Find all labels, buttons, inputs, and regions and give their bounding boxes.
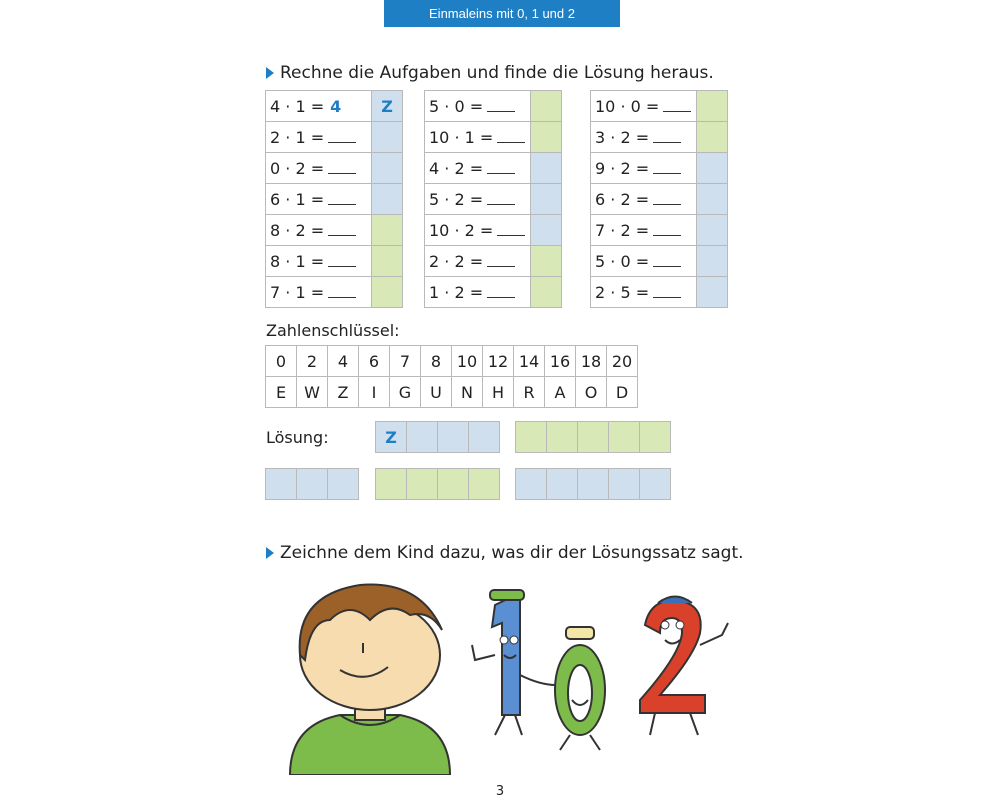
equation-row [425, 153, 562, 184]
equation-row [425, 91, 562, 122]
answer-blank[interactable] [497, 221, 525, 236]
answer-blank[interactable] [487, 97, 515, 112]
solution-cell[interactable] [546, 468, 578, 500]
answer-blank[interactable] [487, 252, 515, 267]
operand-b: 0 [620, 251, 631, 271]
key-letter: D [607, 377, 638, 408]
equation-row [591, 215, 728, 246]
solution-cell[interactable] [406, 421, 438, 453]
equation-cell: 10 · 2 = [425, 215, 531, 246]
answer-blank[interactable] [653, 128, 681, 143]
equation-row [266, 184, 403, 215]
solution-word-5 [516, 468, 671, 500]
operand-a: 1 [429, 282, 440, 302]
operand-a: 2 [270, 127, 281, 147]
key-letter: R [514, 377, 545, 408]
number-key-label: Zahlenschlüssel: [266, 321, 400, 340]
equation-row [591, 246, 728, 277]
answer-blank[interactable] [328, 283, 356, 298]
letter-box[interactable] [697, 184, 728, 215]
operand-b: 2 [295, 158, 306, 178]
key-letter: E [266, 377, 297, 408]
solution-cell[interactable] [639, 421, 671, 453]
equation-row [266, 153, 403, 184]
answer-blank[interactable] [487, 159, 515, 174]
key-letter: Z [328, 377, 359, 408]
operand-a: 5 [429, 189, 440, 209]
equation-cell: 4 · 2 = [425, 153, 531, 184]
answer-blank[interactable] [328, 159, 356, 174]
equation-row [591, 122, 728, 153]
answer-value: 4 [330, 96, 342, 116]
letter-box[interactable] [531, 153, 562, 184]
equation-cell: 0 · 2 = [266, 153, 372, 184]
operand-a: 7 [595, 220, 606, 240]
key-letter: I [359, 377, 390, 408]
solution-word-2 [516, 421, 671, 453]
operand-b: 1 [295, 189, 306, 209]
task1-instruction [266, 63, 714, 83]
answer-blank[interactable] [653, 159, 681, 174]
operand-b: 2 [295, 220, 306, 240]
key-letter: H [483, 377, 514, 408]
operand-a: 0 [270, 158, 281, 178]
key-letter: W [297, 377, 328, 408]
equation-cell: 6 · 2 = [591, 184, 697, 215]
equation-row [425, 184, 562, 215]
answer-blank[interactable] [653, 190, 681, 205]
equation-cell: 3 · 2 = [591, 122, 697, 153]
letter-box[interactable] [372, 246, 403, 277]
letter-box[interactable] [372, 184, 403, 215]
key-letter: N [452, 377, 483, 408]
operand-a: 10 [429, 127, 450, 147]
solution-label: Lösung: [266, 428, 329, 447]
operand-b: 0 [454, 96, 465, 116]
equation-cell: 2 · 2 = [425, 246, 531, 277]
equation-cell: 2 · 5 = [591, 277, 697, 308]
solution-cell[interactable] [515, 468, 547, 500]
operand-a: 4 [429, 158, 440, 178]
operand-b: 2 [454, 282, 465, 302]
operand-b: 2 [454, 158, 465, 178]
bullet-arrow-icon [266, 547, 274, 559]
solution-cell[interactable]: Z [375, 421, 407, 453]
equation-cell: 7 · 2 = [591, 215, 697, 246]
letter-box[interactable] [372, 277, 403, 308]
equation-cell: 2 · 1 = [266, 122, 372, 153]
operand-b: 2 [620, 220, 631, 240]
solution-cell[interactable] [406, 468, 438, 500]
key-number: 16 [545, 346, 576, 377]
key-number: 14 [514, 346, 545, 377]
letter-box[interactable]: Z [372, 91, 403, 122]
equation-cell: 10 · 0 = [591, 91, 697, 122]
letter-box[interactable] [531, 91, 562, 122]
equation-row [266, 91, 403, 122]
solution-cell[interactable] [296, 468, 328, 500]
operand-a: 8 [270, 251, 281, 271]
operand-b: 2 [454, 189, 465, 209]
answer-blank[interactable] [487, 283, 515, 298]
equation-row [266, 122, 403, 153]
equation-cell: 8 · 2 = [266, 215, 372, 246]
chapter-header: Einmaleins mit 0, 1 und 2 [384, 0, 620, 27]
operand-b: 2 [454, 251, 465, 271]
equation-row [425, 246, 562, 277]
operand-a: 2 [429, 251, 440, 271]
operand-b: 1 [295, 127, 306, 147]
operand-a: 5 [595, 251, 606, 271]
solution-word-3 [266, 468, 359, 500]
operand-a: 10 [595, 96, 616, 116]
number-characters-illustration [460, 585, 740, 765]
equation-row [591, 184, 728, 215]
letter-box[interactable] [697, 215, 728, 246]
equation-cell: 6 · 1 = [266, 184, 372, 215]
equation-row [425, 122, 562, 153]
operand-a: 5 [429, 96, 440, 116]
equation-column-1 [265, 90, 403, 308]
operand-b: 2 [464, 220, 475, 240]
equation-cell: 5 · 0 = [425, 91, 531, 122]
equation-cell: 7 · 1 = [266, 277, 372, 308]
operand-b: 1 [295, 282, 306, 302]
solution-cell[interactable] [515, 421, 547, 453]
operand-b: 2 [620, 127, 631, 147]
solution-cell[interactable] [577, 468, 609, 500]
answer-blank[interactable] [497, 128, 525, 143]
equation-row [266, 246, 403, 277]
operand-b: 1 [464, 127, 475, 147]
number-key-table [265, 345, 638, 408]
letter-box[interactable] [372, 153, 403, 184]
solution-word-4 [376, 468, 500, 500]
key-number: 8 [421, 346, 452, 377]
solution-cell[interactable] [437, 421, 469, 453]
key-letters-row [266, 377, 638, 408]
letter-box[interactable] [531, 246, 562, 277]
operand-b: 1 [295, 96, 306, 116]
answer-blank[interactable] [328, 128, 356, 143]
solution-word-1 [376, 421, 500, 453]
operand-a: 9 [595, 158, 606, 178]
answer-blank[interactable] [653, 283, 681, 298]
operand-a: 4 [270, 96, 281, 116]
operand-b: 1 [295, 251, 306, 271]
letter-box[interactable] [697, 91, 728, 122]
solution-cell[interactable] [546, 421, 578, 453]
answer-blank[interactable] [663, 97, 691, 112]
equation-column-2 [424, 90, 562, 308]
task2-instruction-text: Zeichne dem Kind dazu, was dir der Lösungssatz sagt. [280, 543, 744, 563]
letter-box[interactable] [697, 153, 728, 184]
operand-a: 8 [270, 220, 281, 240]
equation-cell: 10 · 1 = [425, 122, 531, 153]
solution-cell[interactable] [639, 468, 671, 500]
answer-blank[interactable] [328, 190, 356, 205]
letter-box[interactable] [372, 122, 403, 153]
operand-b: 0 [630, 96, 641, 116]
letter-box[interactable] [531, 215, 562, 246]
solution-cell[interactable] [577, 421, 609, 453]
key-letter: A [545, 377, 576, 408]
answer-blank[interactable] [653, 252, 681, 267]
equation-row [591, 91, 728, 122]
key-number: 10 [452, 346, 483, 377]
bullet-arrow-icon [266, 67, 274, 79]
key-number: 12 [483, 346, 514, 377]
letter-box[interactable] [372, 215, 403, 246]
letter-box[interactable] [697, 122, 728, 153]
key-letter: O [576, 377, 607, 408]
answer-blank[interactable] [328, 252, 356, 267]
key-number: 6 [359, 346, 390, 377]
answer-blank[interactable] [653, 221, 681, 236]
solution-cell[interactable] [265, 468, 297, 500]
operand-a: 6 [595, 189, 606, 209]
solution-cell[interactable] [375, 468, 407, 500]
equation-cell: 5 · 2 = [425, 184, 531, 215]
operand-a: 6 [270, 189, 281, 209]
solution-cell[interactable] [468, 421, 500, 453]
equation-row [591, 277, 728, 308]
key-letter: U [421, 377, 452, 408]
key-number: 2 [297, 346, 328, 377]
solution-cell[interactable] [468, 468, 500, 500]
key-number: 4 [328, 346, 359, 377]
key-letter: G [390, 377, 421, 408]
answer-blank[interactable] [328, 221, 356, 236]
solution-cell[interactable] [608, 468, 640, 500]
equation-column-3 [590, 90, 728, 308]
letter-box[interactable] [697, 277, 728, 308]
operand-a: 2 [595, 282, 606, 302]
letter-box[interactable] [531, 277, 562, 308]
equation-row [266, 215, 403, 246]
equation-cell: 5 · 0 = [591, 246, 697, 277]
key-number: 18 [576, 346, 607, 377]
letter-box[interactable] [697, 246, 728, 277]
operand-a: 7 [270, 282, 281, 302]
operand-a: 10 [429, 220, 450, 240]
equation-cell: 8 · 1 = [266, 246, 372, 277]
task2-instruction [266, 543, 744, 563]
key-number: 20 [607, 346, 638, 377]
equation-row [591, 153, 728, 184]
operand-b: 5 [620, 282, 631, 302]
operand-b: 2 [620, 189, 631, 209]
equation-row [425, 277, 562, 308]
page-number: 3 [495, 784, 505, 799]
key-number: 7 [390, 346, 421, 377]
letter-box[interactable] [531, 122, 562, 153]
equation-row [266, 277, 403, 308]
equation-cell: 1 · 2 = [425, 277, 531, 308]
solution-cell[interactable] [437, 468, 469, 500]
task1-instruction-text: Rechne die Aufgaben und finde die Lösung heraus. [280, 63, 714, 83]
operand-a: 3 [595, 127, 606, 147]
equation-cell: 9 · 2 = [591, 153, 697, 184]
key-numbers-row [266, 346, 638, 377]
answer-blank[interactable] [487, 190, 515, 205]
key-number: 0 [266, 346, 297, 377]
equation-row [425, 215, 562, 246]
operand-b: 2 [620, 158, 631, 178]
boy-illustration [270, 575, 470, 775]
equation-cell: 4 · 1 = 4 [266, 91, 372, 122]
solution-cell[interactable] [608, 421, 640, 453]
letter-box[interactable] [531, 184, 562, 215]
solution-cell[interactable] [327, 468, 359, 500]
